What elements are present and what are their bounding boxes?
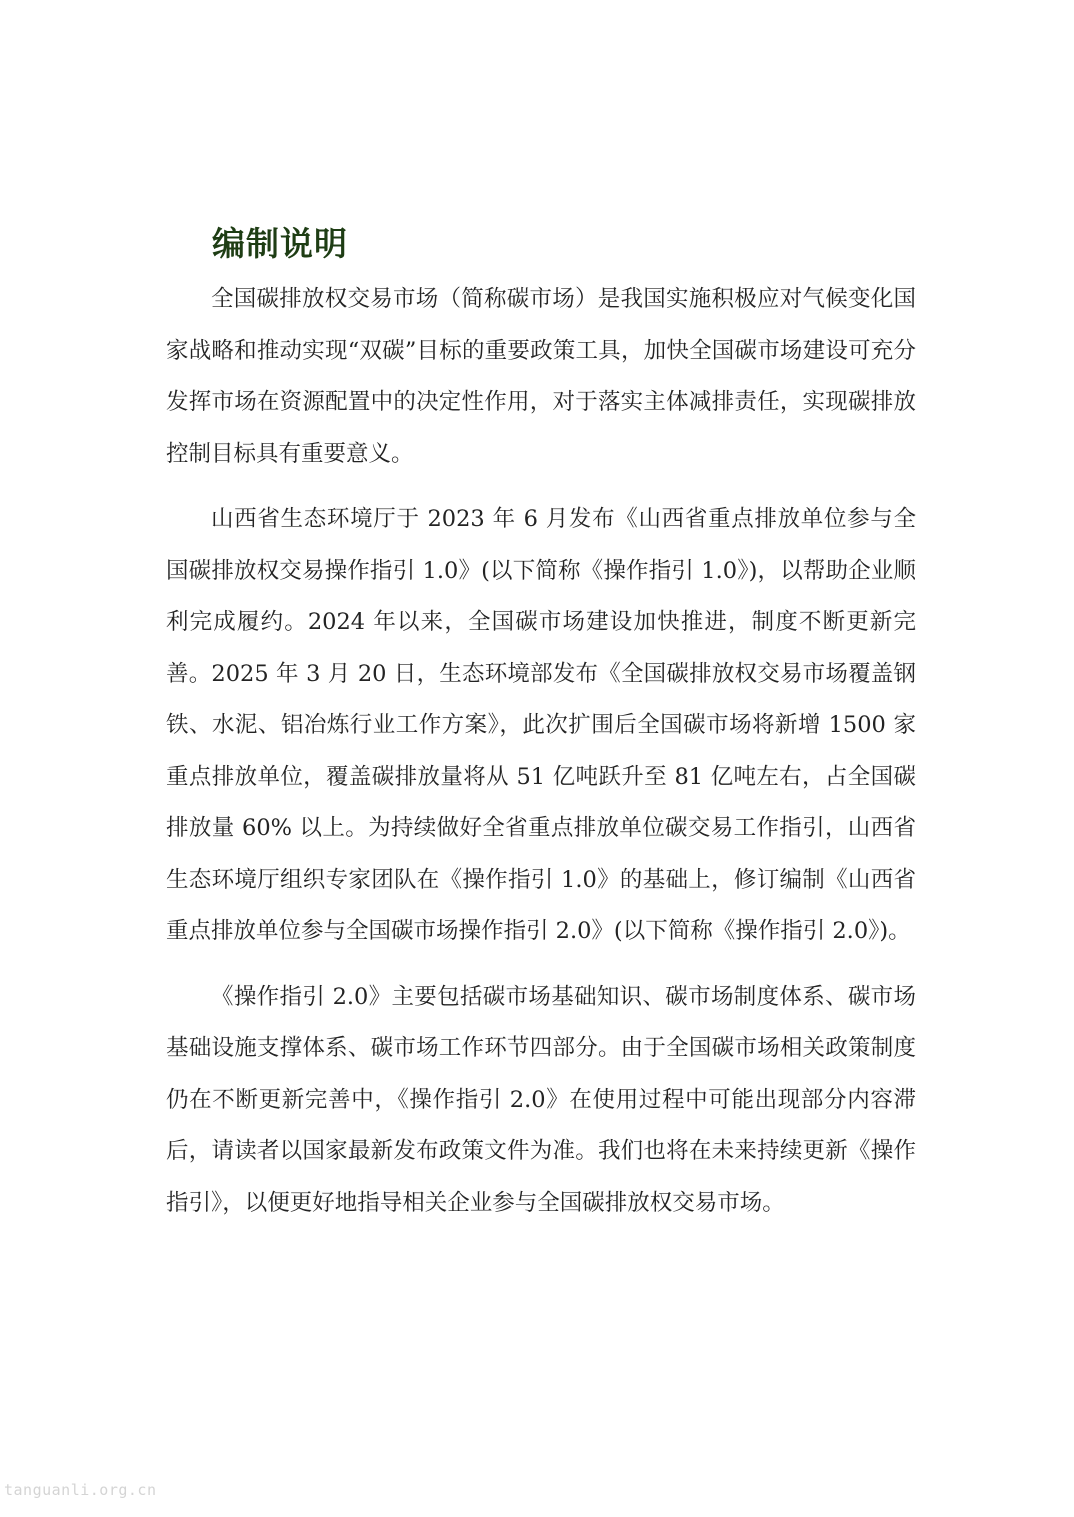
paragraph-intro: 全国碳排放权交易市场（简称碳市场）是我国实施积极应对气候变化国家战略和推动实现“双碳”目标的重要政策工具，加快全国碳市场建设可充分发挥市场在资源配置中的决定性作用，对于落实主体减排责任，实现碳排放控制目标具有重要意义。 xyxy=(166,286,916,467)
page-title: 编制说明 xyxy=(212,224,348,263)
paragraph-contents: 《操作指引 2.0》主要包括碳市场基础知识、碳市场制度体系、碳市场基础设施支撑体系、碳市场工作环节四部分。由于全国碳市场相关政策制度仍在不断更新完善中，《操作指引 2.0》在使用过程中可能出现部分内容滞后，请读者以国家最新发布政策文件为准。我们也将在未来持续更新《操作指引》，以便更好地指导相关企业参与全国碳排放权交易市场。 xyxy=(166,983,916,1216)
document-body xyxy=(166,274,916,1243)
paragraph-background: 山西省生态环境厅于 2023 年 6 月发布《山西省重点排放单位参与全国碳排放权交易操作指引 1.0》(以下简称《操作指引 1.0》)，以帮助企业顺利完成履约。2024 年以来，全国碳市场建设加快推进，制度不断更新完善。2025 年 3 月 20 日，生态环境部发布《全国碳排放权交易市场覆盖钢铁、水泥、铝冶炼行业工作方案》，此次扩围后全国碳市场将新增 1500 家重点排放单位，覆盖碳排放量将从 51 亿吨跃升至 81 亿吨左右，占全国碳排放量 60% 以上。为持续做好全省重点排放单位碳交易工作指引，山西省生态环境厅组织专家团队在《操作指引 1.0》的基础上，修订编制《山西省重点排放单位参与全国碳市场操作指引 2.0》(以下简称《操作指引 2.0》)。 xyxy=(166,506,916,944)
site-watermark: tanguanli.org.cn xyxy=(4,1481,157,1499)
